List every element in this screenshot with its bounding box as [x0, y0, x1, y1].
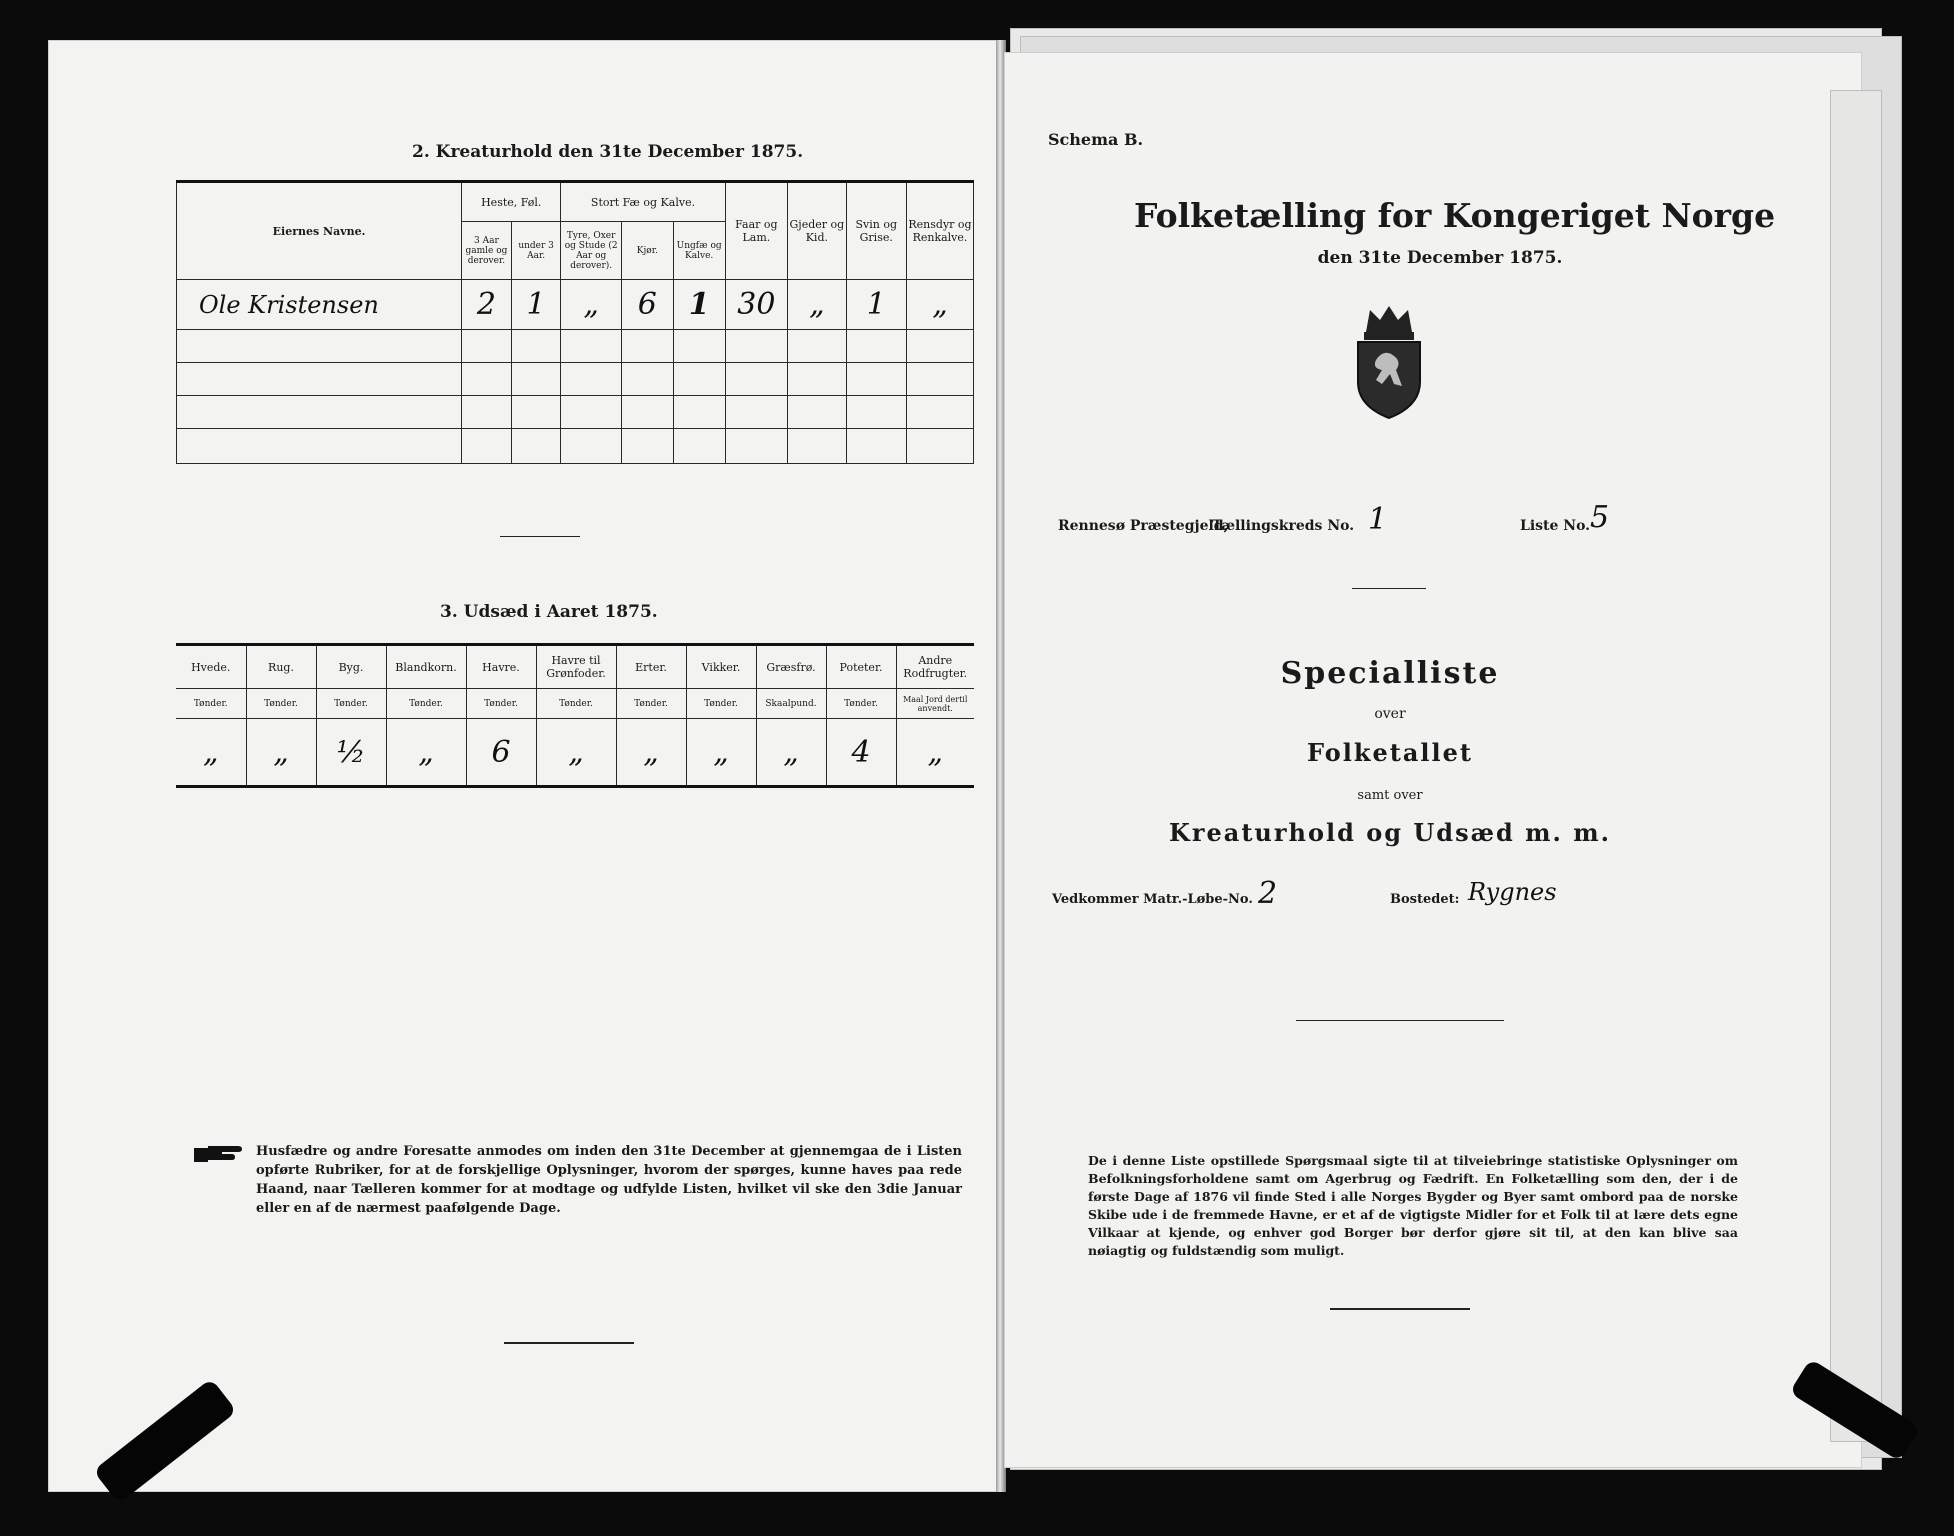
table-row [177, 396, 974, 429]
divider-rule [1352, 588, 1426, 589]
goats-header: Gjeder og Kid. [788, 182, 846, 280]
sowing-value: „ [896, 719, 974, 787]
sowing-table [176, 643, 974, 788]
sowing-header: Andre Rodfrugter. [896, 645, 974, 689]
sowing-unit: Tønder. [176, 689, 246, 719]
pigs-header: Svin og Grise. [846, 182, 906, 280]
bulls-cell: „ [561, 280, 621, 330]
table-row [177, 280, 974, 330]
divider-rule [500, 536, 580, 537]
sowing-value: 4 [826, 719, 896, 787]
samt-over-text: samt over [1357, 788, 1423, 803]
cows-cell: 6 [621, 280, 673, 330]
sowing-header: Græsfrø. [756, 645, 826, 689]
list-value: 5 [1590, 500, 1610, 535]
kreaturhold-heading: Kreaturhold og Udsæd m. m. [1169, 818, 1611, 847]
right-notice: De i denne Liste opstillede Spørgsmaal sigte til at tilveiebringe statistiske Oplysninger om Befolkningsforholdene samt om Agerbrug og Fædrift. En Folketælling som den, der i de første Dage af 1876 vil finde Sted i alle Norges Bygder og Byer samt ombord paa de norske Skibe ude i de fremmede Havne, er et af de vigtigste Midler for et Folk til at lære dets egne Vilkaar at kjende, og enhver god Borger bør derfor gjøre sit til, at den kan blive saa nøiagtig og fuldstændig som muligt. [1088, 1153, 1738, 1258]
sowing-value: „ [686, 719, 756, 787]
horses-old-cell: 2 [462, 280, 512, 330]
list-label: Liste No. [1520, 518, 1591, 534]
adjacent-sheet [1830, 90, 1882, 1442]
sowing-unit: Tønder. [386, 689, 466, 719]
sowing-value: „ [536, 719, 616, 787]
divider-rule [504, 1342, 634, 1344]
sowing-unit: Tønder. [246, 689, 316, 719]
horses-young-header: under 3 Aar. [511, 222, 561, 280]
table-row [177, 330, 974, 363]
sowing-unit: Tønder. [536, 689, 616, 719]
owner-cell: Ole Kristensen [177, 280, 462, 330]
district-label: Tællingskreds No. [1212, 518, 1355, 534]
parish-name: Rennesø Præstegjeld, [1058, 518, 1229, 534]
sowing-value: „ [756, 719, 826, 787]
young-cattle-header: Ungfæ og Kalve. [673, 222, 725, 280]
sowing-header: Rug. [246, 645, 316, 689]
sowing-header: Poteter. [826, 645, 896, 689]
pointing-hand-icon [192, 1142, 250, 1166]
divider-rule [1330, 1308, 1470, 1310]
goats-cell: „ [788, 280, 846, 330]
bostedet-label: Bostedet: [1390, 892, 1460, 907]
table-row [176, 719, 974, 787]
reindeer-cell: „ [906, 280, 973, 330]
horses-header: Heste, Føl. [462, 182, 561, 222]
sowing-header: Havre til Grønfoder. [536, 645, 616, 689]
pigs-cell: 1 [846, 280, 906, 330]
sowing-value: „ [386, 719, 466, 787]
sowing-value: „ [176, 719, 246, 787]
specialliste-heading: Specialliste [1280, 656, 1500, 691]
divider-rule [1296, 1020, 1504, 1021]
horses-young-cell: 1 [511, 280, 561, 330]
section2-title: 2. Kreaturhold den 31te December 1875. [412, 142, 804, 162]
cows-header: Kjør. [621, 222, 673, 280]
sowing-header: Erter. [616, 645, 686, 689]
sowing-unit: Tønder. [466, 689, 536, 719]
district-value: 1 [1368, 502, 1388, 537]
young-cattle-cell: 1 [673, 280, 725, 330]
coat-of-arms-icon [1346, 302, 1432, 420]
sowing-header: Vikker. [686, 645, 756, 689]
sowing-unit: Skaalpund. [756, 689, 826, 719]
reindeer-header: Rensdyr og Renkalve. [906, 182, 973, 280]
sheep-header: Faar og Lam. [725, 182, 788, 280]
owner-header: Eiernes Navne. [177, 182, 462, 280]
sowing-unit: Tønder. [826, 689, 896, 719]
sowing-unit: Tønder. [686, 689, 756, 719]
horses-old-header: 3 Aar gamle og derover. [462, 222, 512, 280]
sowing-value: „ [616, 719, 686, 787]
folketallet-heading: Folketallet [1307, 738, 1473, 767]
table-row [177, 363, 974, 396]
sheep-cell: 30 [725, 280, 788, 330]
cattle-header: Stort Fæ og Kalve. [561, 182, 725, 222]
schema-label: Schema B. [1048, 130, 1144, 149]
bulls-header: Tyre, Oxer og Stude (2 Aar og derover). [561, 222, 621, 280]
matr-label: Vedkommer Matr.-Løbe-No. [1052, 892, 1253, 907]
sowing-unit: Tønder. [316, 689, 386, 719]
left-notice: Husfædre og andre Foresatte anmodes om inden den 31te December at gjennemgaa de i Listen opførte Rubriker, for at de forskjellige Oplysninger, hvorom der spørges, kunne haves paa rede Haand, naar Tælleren kommer for at modtage og udfylde Listen, hvilket vil ske den 3die Januar eller en af de nærmest paafølgende Dage. [256, 1144, 962, 1216]
over-text: over [1374, 706, 1406, 722]
sowing-unit: Tønder. [616, 689, 686, 719]
matr-value: 2 [1258, 876, 1278, 911]
sowing-header: Byg. [316, 645, 386, 689]
main-title: Folketælling for Kongeriget Norge [1134, 196, 1776, 235]
livestock-table [176, 180, 974, 464]
census-date: den 31te December 1875. [1317, 248, 1563, 268]
sowing-value: ½ [316, 719, 386, 787]
sowing-value: 6 [466, 719, 536, 787]
bostedet-value: Rygnes [1468, 878, 1557, 906]
sowing-header: Blandkorn. [386, 645, 466, 689]
table-row [177, 429, 974, 464]
sowing-header: Hvede. [176, 645, 246, 689]
section3-title: 3. Udsæd i Aaret 1875. [440, 602, 658, 622]
sowing-header: Havre. [466, 645, 536, 689]
sowing-value: „ [246, 719, 316, 787]
sowing-unit: Maal Jord dertil anvendt. [896, 689, 974, 719]
